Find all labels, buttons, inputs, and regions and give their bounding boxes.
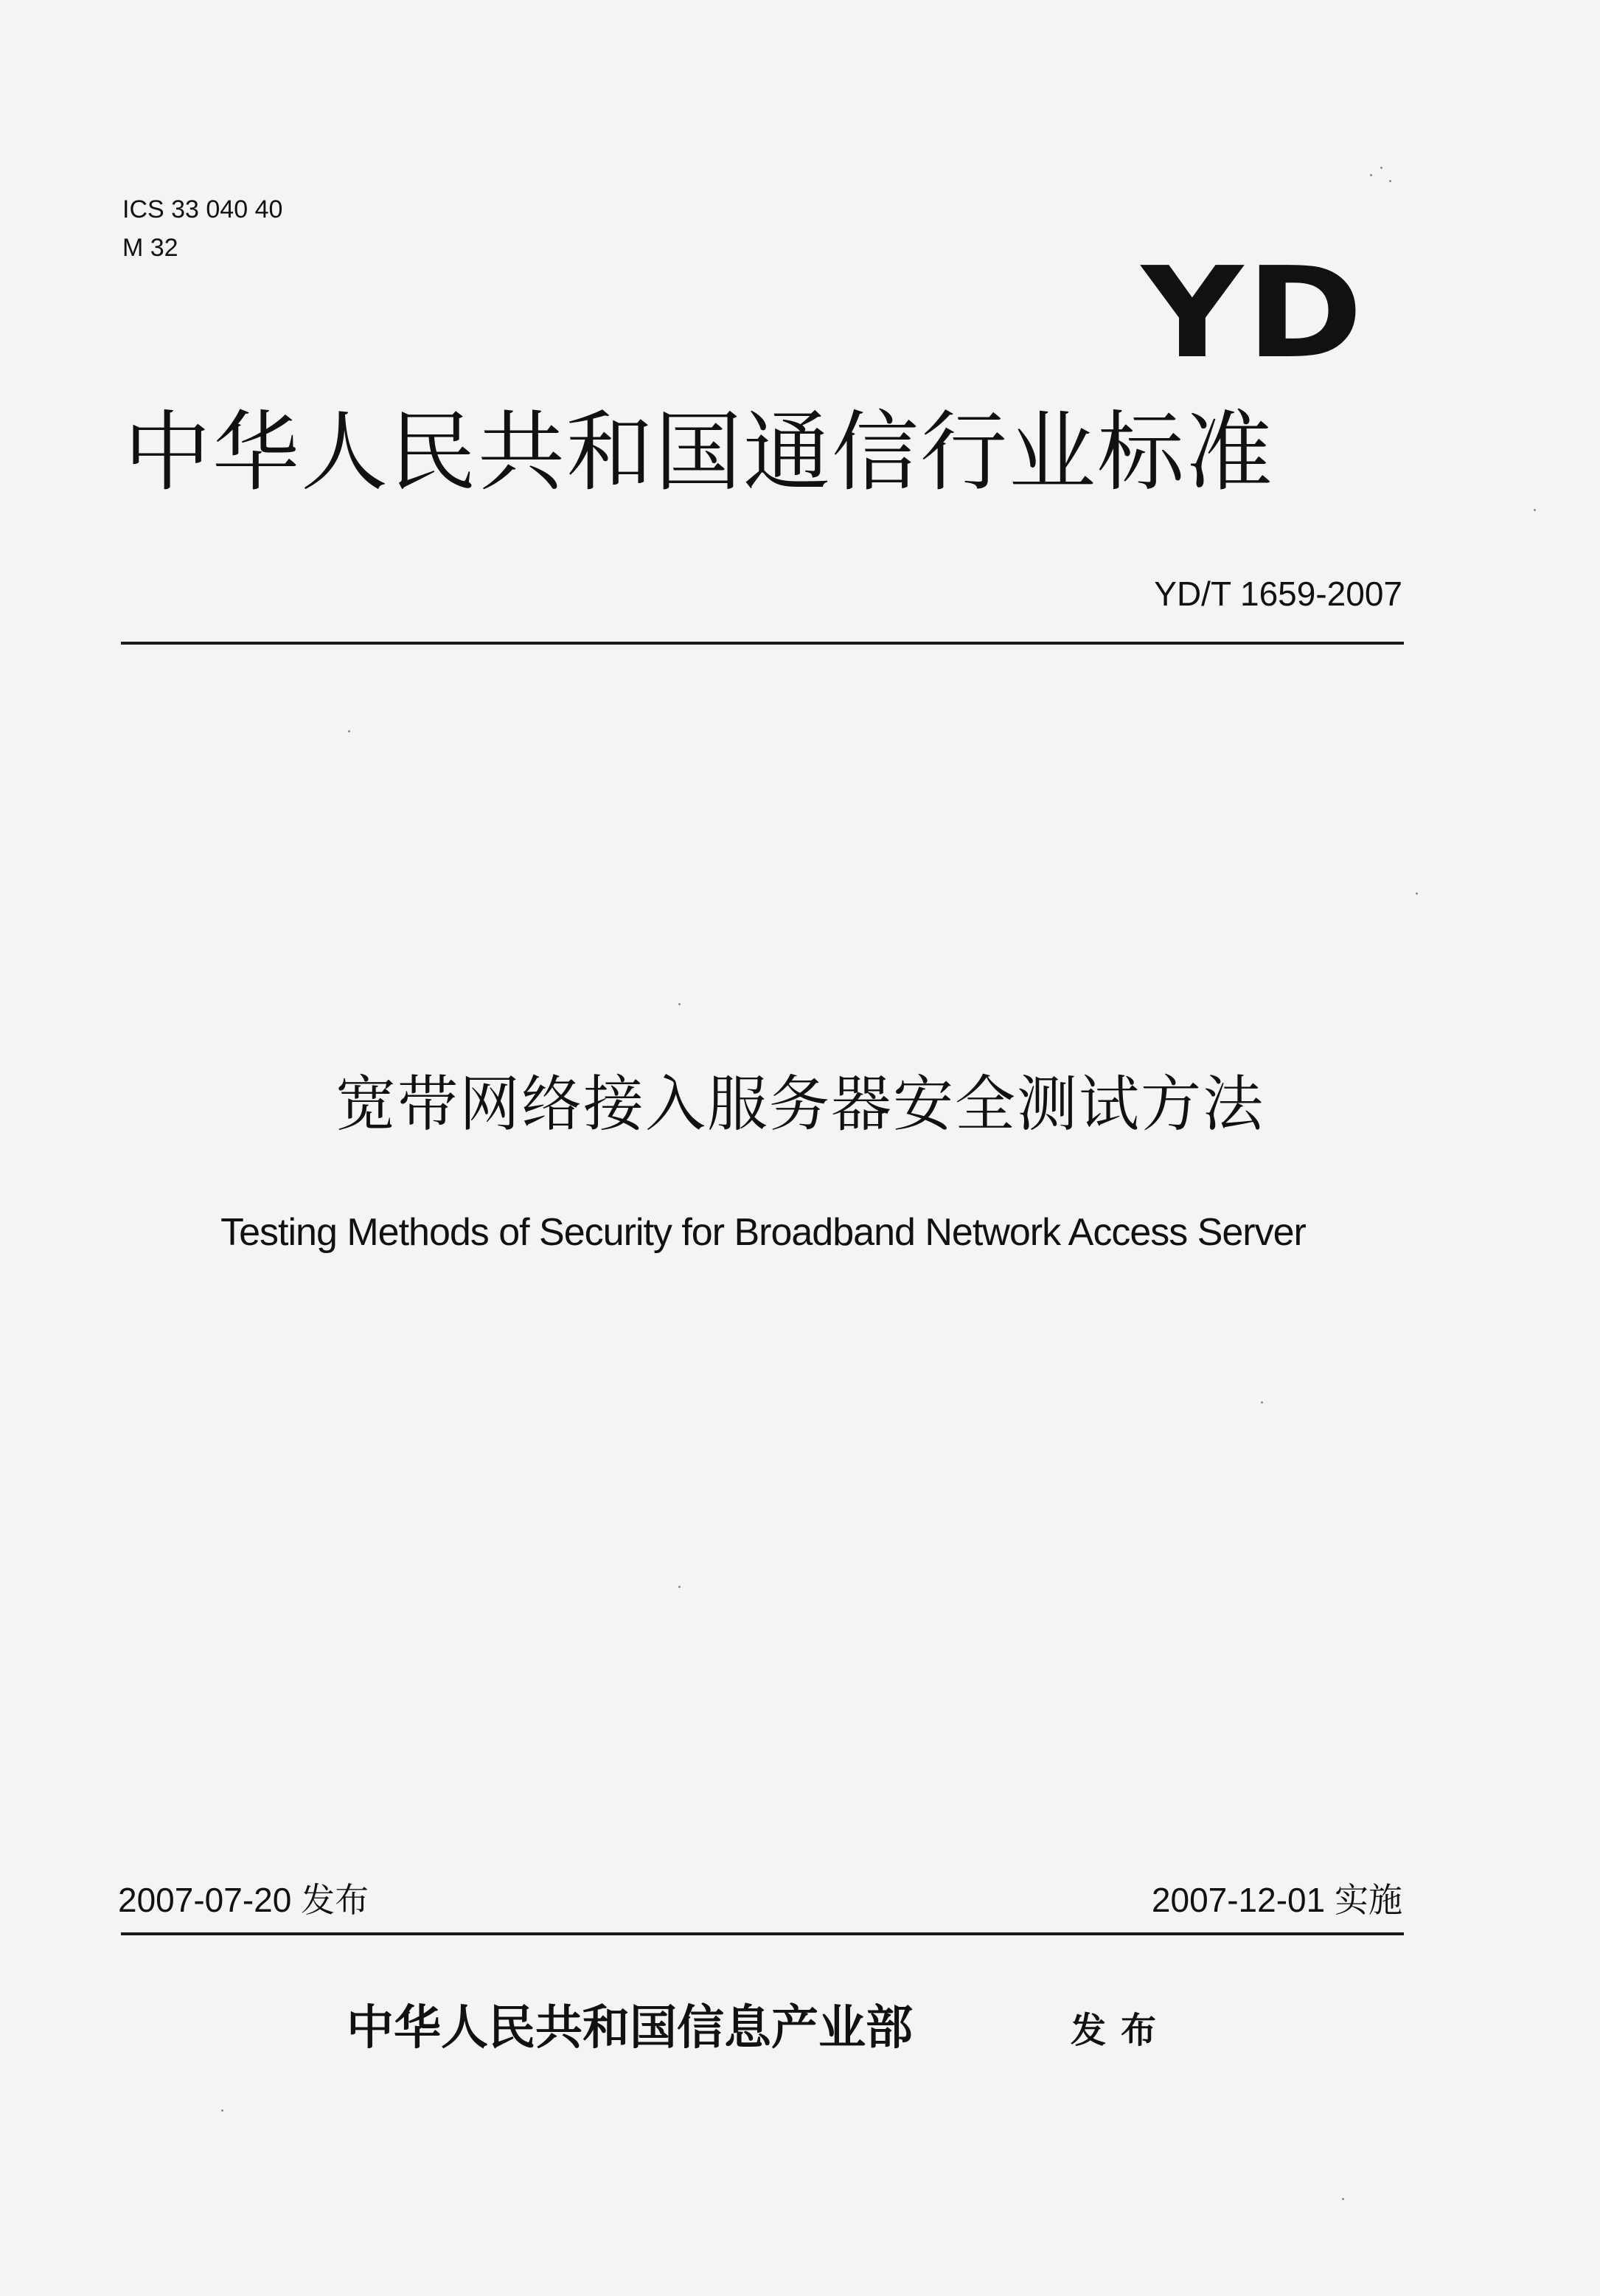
scan-speck — [1261, 1401, 1263, 1404]
bottom-divider — [121, 1932, 1404, 1935]
scan-speck — [1534, 509, 1536, 511]
scan-speck — [1370, 174, 1372, 176]
document-title-english: Testing Methods of Security for Broadband Network Access Server — [220, 1211, 1306, 1254]
top-divider — [121, 642, 1404, 645]
issue-date: 2007-07-20 发布 — [118, 1881, 369, 1919]
ics-code: ICS 33 040 40 — [122, 195, 283, 223]
ccs-code: M 32 — [122, 234, 178, 262]
scan-speck — [678, 1003, 681, 1005]
standard-type-title: 中华人民共和国通信行业标准 — [124, 401, 1275, 503]
scan-speck — [678, 1586, 681, 1588]
publish-label: 发布 — [1071, 2010, 1172, 2051]
publisher-name: 中华人民共和国信息产业部 — [347, 2000, 913, 2056]
implementation-date: 2007-12-01 实施 — [1151, 1881, 1402, 1919]
scan-speck — [1416, 892, 1418, 895]
scan-speck — [221, 2109, 223, 2112]
standard-number: YD/T 1659-2007 — [1154, 575, 1402, 613]
yd-logo: YD — [1141, 240, 1366, 386]
document-title-chinese: 宽带网络接入服务器安全测试方法 — [335, 1069, 1265, 1140]
scan-speck — [1342, 2198, 1344, 2200]
scan-speck — [348, 730, 350, 732]
scan-speck — [1389, 180, 1391, 182]
scan-speck — [1380, 167, 1382, 169]
